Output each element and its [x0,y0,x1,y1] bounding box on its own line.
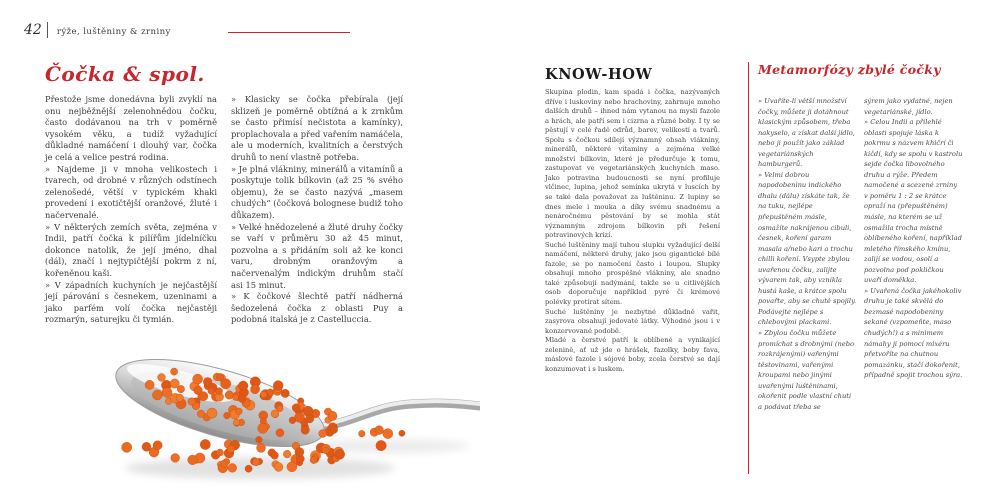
paragraph: » Uvařená čočka jakéhokoliv druhu je také skvělá do bezmasé napodobeniny sekané (vzpomeňte, maso chudých!) a s minimem námahy ji pomocí mixéru přetvoříte na chutnou pomazánku, stačí dokořenit, případně spojit trochou sýra. [864,286,963,380]
header-rule [228,32,350,33]
section-title: rýže, luštěniny & zrniny [56,27,171,37]
article-column-1 [45,94,217,326]
paragraph: » V západních kuchyních je nejčastější její párování s česnekem, uzeninami a jako parfém volí čočka nejčastěji rozmarýn, saturejku či tymián. [45,279,217,325]
vertical-divider [748,62,749,474]
article-column-2 [231,94,403,326]
paragraph: sýrem jako vydatné, nejen vegetariánské, jídlo. [864,97,953,116]
paragraph: Suché luštěniny mají tuhou slupku vyžadující delší namáčení, některé druhy, jako jsou gigantické bílé fazole, se po namočení často i loupou. Slupky obsahují mnoho prospěšné vlákniny, ale snadno také způsobují nadýmání, takže se u citlivějších osob doporučuje například pyré či krémové polévky protírat sítem. [545,240,720,307]
paragraph: Skupina plodin, kam spadá i čočka, nazývaných dříve i luskoviny nebo hrachoviny, zahrnuje mnoho dalších druhů – ihned nám vytanou na mysli fazole a hrách, ale patří sem i cizrna a různé boby. I ty se pěstují v celé řadě odrůd, barev, velikostí a tvarů. Spolu s čočkou sdílejí významný obsah vlákniny, minerálů, některé vitaminy a zejména velké množství bílkovin, které je předurčuje k tomu, zastupovat ve vegetariánských kuchyních maso. Jako potravina budoucnosti se nyní profiluje vlčinec, lupina, jehož semínka ukrytá v luscích by se také dala považovat za luštěninu. Z lupiny se dnes mele i mouka a díky svému snadnému a nenáročnému pěstování by se mohla stát významným zdrojem bílkovin při řešení potravinových krizí. [545,88,720,240]
paragraph: » Velmi dobrou napodobeninu indického dhalu (dálu) získáte tak, že na tuku, nejlépe přepuštěném másle, osmažíte nakrájenou cibuli, česnek, koření garam masala a/nebo kari a trochu chilli koření. Vsypte zbylou uvařenou čočku, zalijte vývarem tak, aby vznikla hustá kaše, a krátce spolu povařte, aby se chutě spojily. Podávejte nejlépe s chlebovými plackami. [758,170,857,327]
paragraph: » Klasicky se čočka přebírala (její sklizeň je poměrně obtížná a k zrnkům se často přimísí nečistota a kamínky), proplachovala a před vařením namáčela, ale u moderních, kvalitních a čerstvých druhů to není vlastně potřeba. [231,94,403,162]
article-title: Čočka & spol. [45,62,205,86]
metamorphoses-column-1 [758,96,857,412]
paragraph: » Celou Indii a přilehlé oblasti spojuje láska k pokrmu s názvem khičrí či kičdí, kdy se spolu v kastrolu sejde čočka libovolného druhu a rýže. Předem namočené a scezené zrniny v poměru 1 : 2 se krátce opraží na (přepuštěném) másle, na kterém se už osmažila trocha místně oblíbeného koření, například mletého římského kmínu, zalijí se vodou, osolí a pozvolna pod pokličkou uvaří doměkka. [864,118,963,285]
page-header [24,22,171,38]
paragraph: » Uvaříte-li větší množství čočky, můžete ji dotáhnout klasickým způsobem, třeba nakyselo, a získat další jídlo, nebo ji použít jako základ vegetariánských hamburgerů. [758,97,855,169]
paragraph: » Je plná vlákniny, minerálů a vitamínů a poskytuje tolik bílkovin (až 25 % svého objemu), že se často nazývá „masem chudých“ (čočková bolognese budiž toho důkazem). [231,163,403,220]
knowhow-title: KNOW-HOW [545,66,653,83]
paragraph: » Najdeme ji v mnoha velikostech i tvarech, od drobné v různých odstínech zelenošedé, větší v typickém khaki provedení i exotičtější oranžové, žluté i načervenalé. [45,163,217,220]
spoon-lentils-illustration [60,328,480,494]
spoon-handle [318,403,480,428]
paragraph: Suché luštěniny je nezbytné důkladně vařit, zasyrova obsahují jedovaté látky. Výhodné jsou i v konzervované podobě. [545,307,720,335]
paragraph: » K čočkové šlechtě patří nádherná šedozelená čočka z oblasti Puy a podobná italská je z Castelluccia. [231,291,403,325]
paragraph: Mladé a čerstvé patří k oblíbené a vynikající zelenině, ať už jde o hrášek, fazolky, boby fava, máslové fazole i sójové boby, zcela čerstvé se dají konzumovat i s luskem. [545,336,720,373]
knowhow-body [545,88,720,374]
metamorphoses-column-2 [864,96,963,381]
metamorphoses-title: Metamorfózy zbylé čočky [758,62,941,77]
paragraph: » Velké hnědozelené a žluté druhy čočky se vaří v průměru 30 až 45 minut, pozvolna a s přidáním soli až ke konci varu, drobným oranžovým a načervenalým indickým druhům stačí asi 15 minut. [231,221,403,290]
paragraph: Přestože jsme donedávna byli zvyklí na onu nejběžnější zelenohnědou čočku, často dodávanou na trh v poměrně vysokém věku, a tudíž vyžadující důkladné namáčení i dlouhý var, čočka je celá a velice pestrá rodina. [45,94,217,162]
lentils-photo [60,328,480,494]
page-number: 42 [24,22,48,38]
paragraph: » Zbylou čočku můžete promíchat s drobnými (nebo rozkrájenými) vařenými těstovinami, vařenými kroupami nebo jinými uvařenými luštěninami, okořenit podle vlastní chuti a podávat třeba se [758,329,855,411]
paragraph: » V některých zemích světa, zejména v Indii, patří čočka k pilířům jídelníčku dokonce natolik, že její jméno, dhal (dál), značí i nejtypičtější pokrm z ní, kořeněnou kaši. [45,221,217,278]
